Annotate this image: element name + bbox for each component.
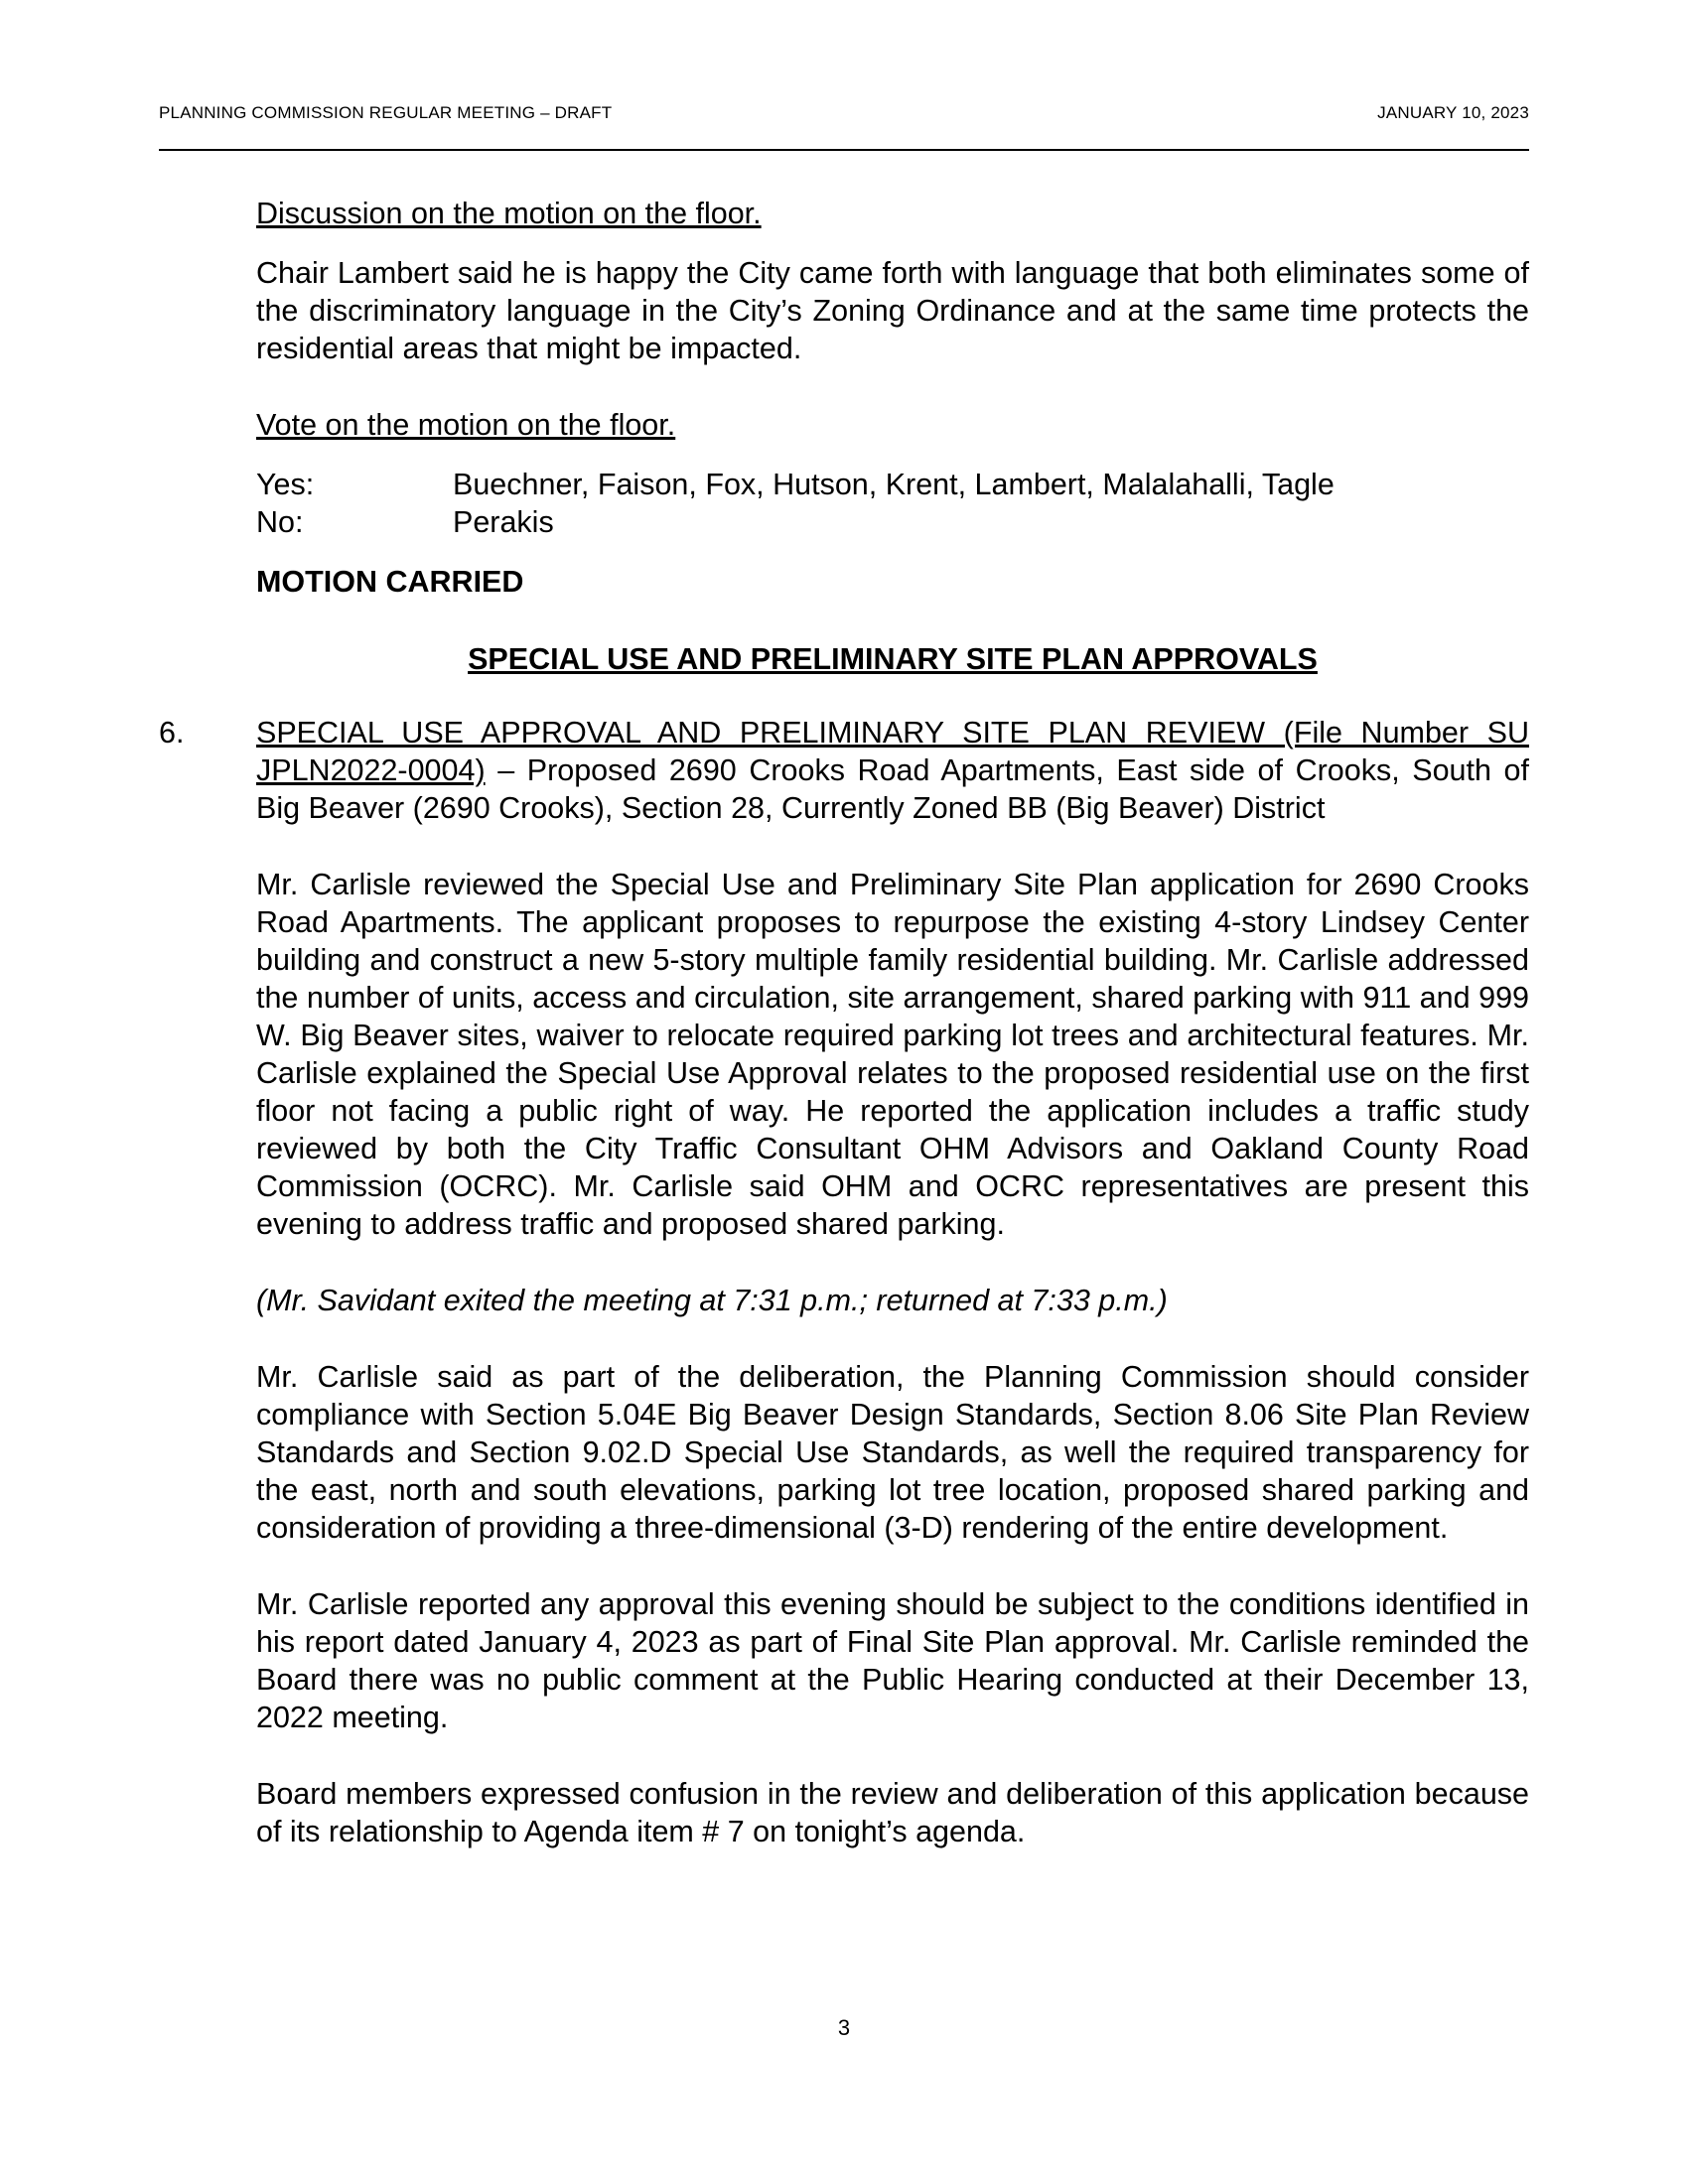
paragraph-board-confusion: Board members expressed confusion in the review and deliberation of this application because of its relationship to Agenda item # 7 on tonight’s agenda. [256, 1777, 1529, 1848]
discussion-text: Chair Lambert said he is happy the City came forth with language that both eliminates some of the discriminatory language in the City’s Zoning Ordinance and at the same time protects the residential areas that might be impacted. [256, 256, 1529, 365]
agenda-item-description: – Proposed 2690 Crooks Road Apartments, East side of Crooks, South of Big Beaver (2690 Crooks), Section 28, Currently Zoned BB (Big Beaver) District [256, 753, 1529, 825]
vote-no-row [256, 503, 1529, 541]
section-heading: SPECIAL USE AND PRELIMINARY SITE PLAN APPROVALS [468, 642, 1318, 676]
vote-no-names: Perakis [453, 505, 554, 539]
vote-heading: Vote on the motion on the floor. [256, 408, 676, 442]
vote-yes-label: Yes: [256, 468, 315, 501]
agenda-item [159, 714, 1529, 827]
vote-results [256, 466, 1529, 541]
vote-yes-names: Buechner, Faison, Fox, Hutson, Krent, Lambert, Malalahalli, Tagle [453, 468, 1335, 501]
vote-no-label: No: [256, 505, 304, 539]
discussion-heading: Discussion on the motion on the floor. [256, 197, 762, 230]
agenda-item-number: 6. [159, 716, 185, 750]
motion-result: MOTION CARRIED [256, 565, 524, 599]
header-date: JANUARY 10, 2023 [1377, 103, 1529, 122]
header-meeting-title: PLANNING COMMISSION REGULAR MEETING – DRAFT [159, 103, 613, 122]
attendance-note: (Mr. Savidant exited the meeting at 7:31 p.m.; returned at 7:33 p.m.) [256, 1284, 1168, 1317]
agenda-item-title: SPECIAL USE APPROVAL AND PRELIMINARY SITE PLAN REVIEW (File Number SU JPLN2022-0004) [256, 716, 1529, 787]
paragraph-deliberation: Mr. Carlisle said as part of the deliberation, the Planning Commission should consider compliance with Section 5.04E Big Beaver Design Standards, Section 8.06 Site Plan Review Standards and Section 9.02.D Special Use Standards, as well the required transparency for the east, north and south elevations, parking lot tree location, proposed shared parking and consideration of providing a three-dimensional (3-D) rendering of the entire development. [256, 1360, 1529, 1545]
page-number: 3 [837, 2015, 851, 2040]
paragraph-review: Mr. Carlisle reviewed the Special Use and Preliminary Site Plan application for 2690 Crooks Road Apartments. The applicant proposes to repurpose the existing 4-story Lindsey Center building and construct a new 5-story multiple family residential building. Mr. Carlisle addressed the number of units, access and circulation, site arrangement, shared parking with 911 and 999 W. Big Beaver sites, waiver to relocate required parking lot trees and architectural features. Mr. Carlisle explained the Special Use Approval relates to the proposed residential use on the first floor not facing a public right of way. He reported the application includes a traffic study reviewed by both the City Traffic Consultant OHM Advisors and Oakland County Road Commission (OCRC). Mr. Carlisle said OHM and OCRC representatives are present this evening to address traffic and proposed shared parking. [256, 868, 1529, 1241]
vote-yes-row [256, 466, 1529, 503]
document-body [159, 195, 1529, 1889]
page-header [159, 101, 1529, 151]
paragraph-conditions: Mr. Carlisle reported any approval this evening should be subject to the conditions identified in his report dated January 4, 2023 as part of Final Site Plan approval. Mr. Carlisle reminded the Board there was no public comment at the Public Hearing conducted at their December 13, 2022 meeting. [256, 1587, 1529, 1734]
